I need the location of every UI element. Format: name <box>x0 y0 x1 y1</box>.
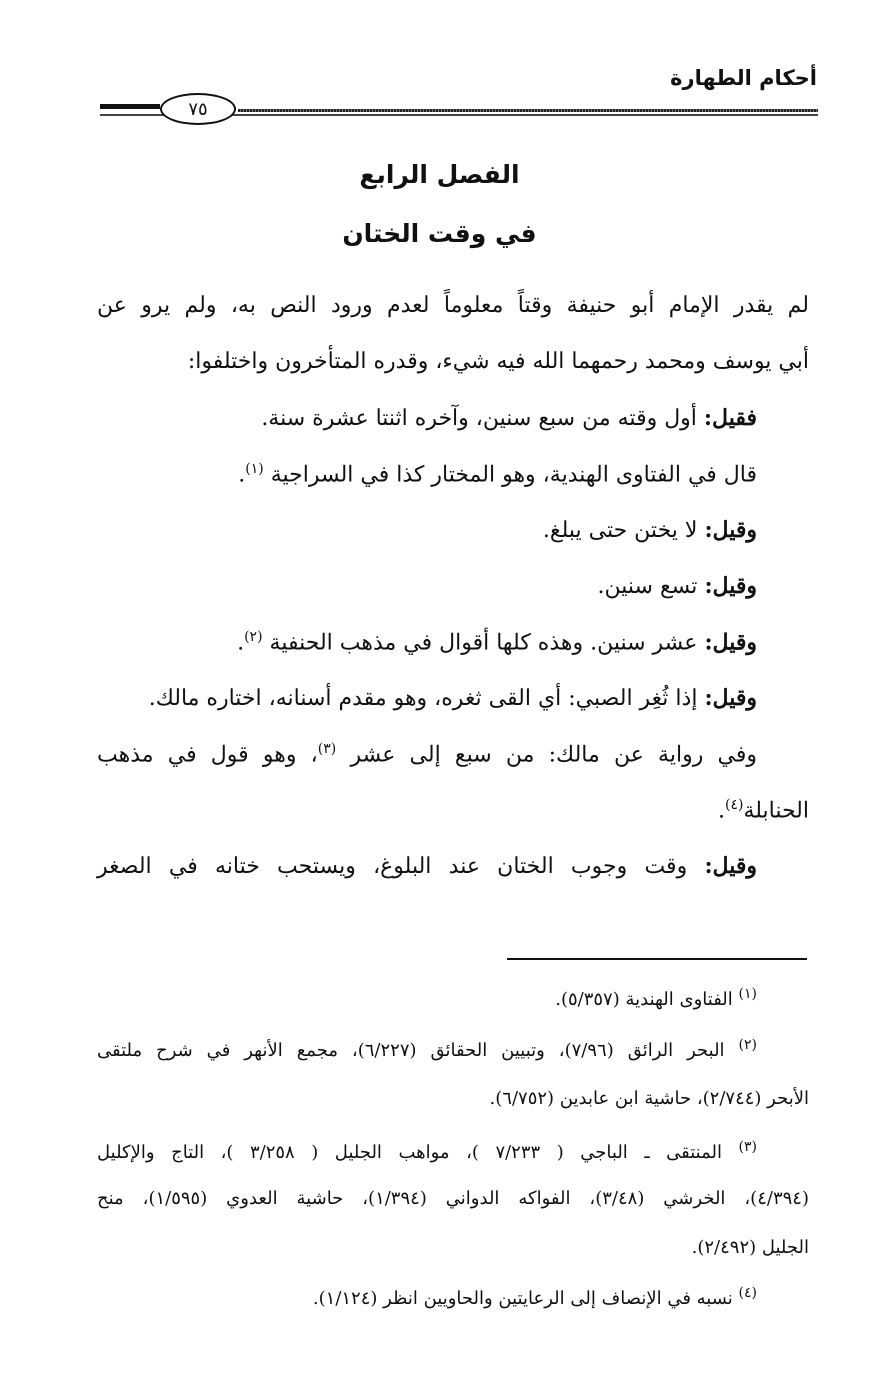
footnote-separator <box>507 958 807 960</box>
opinion-lead: فقيل: <box>703 405 757 431</box>
paragraph-line: أبي يوسف ومحمد رحمهما الله فيه شيء، وقدره المتأخرون واختلفوا: <box>187 349 809 374</box>
opinion-text: تسع سنين. <box>597 574 705 599</box>
chapter-title: الفصل الرابع <box>359 160 520 189</box>
opinion-lead: وقيل: <box>704 853 757 879</box>
footnote-number: (٣) <box>738 1139 757 1155</box>
opinion-line <box>718 797 809 825</box>
opinion-line <box>97 741 757 769</box>
footnote-4 <box>313 1285 757 1310</box>
header-rule-thin <box>238 109 818 112</box>
opinion-text: لا يختن حتى يبلغ. <box>542 518 705 543</box>
opinion-text: ، وهو قول في مذهب <box>97 742 318 768</box>
opinion-lead: وقيل: <box>704 573 757 599</box>
header-rule-thick <box>100 104 160 109</box>
footnote-ref: (٣) <box>317 741 337 757</box>
opinion-lead: وقيل: <box>704 517 757 543</box>
footnote-2 <box>97 1037 757 1062</box>
footnote-3 <box>97 1139 757 1164</box>
chapter-subtitle: في وقت الختان <box>342 219 537 248</box>
punctuation: . <box>717 798 725 824</box>
footnote-3-cont: (٤/٣٩٤)، الخرشي (٣/٤٨)، الفواكه الدواني (١/٣٩٤)، حاشية العدوي (١/٥٩٥)، منح <box>97 1188 809 1209</box>
opinion-text: الحنابلة <box>743 798 809 824</box>
footnote-text: نسبه في الإنصاف إلى الرعايتين والحاويين انظر (١/١٢٤). <box>312 1288 739 1309</box>
quote-line <box>238 461 757 489</box>
quote-text: قال في الفتاوى الهندية، وهو المختار كذا في السراجية <box>263 462 757 488</box>
running-title: أحكام الطهارة <box>670 66 817 90</box>
opinion-text: إذا ثُغِر الصبي: أي القى ثغره، وهو مقدم أسنانه، اختاره مالك. <box>148 686 705 711</box>
opinion-line <box>598 573 757 600</box>
opinion-line <box>97 853 757 880</box>
opinion-line <box>543 517 757 544</box>
footnote-number: (٢) <box>738 1037 757 1053</box>
footnote-text: المنتقى ـ الباجي ( ٧/٢٣٣ )، مواهب الجليل ( ٣/٢٥٨ )، التاج والإكليل <box>97 1142 739 1163</box>
opinion-line <box>149 685 757 712</box>
footnote-ref: (١) <box>245 461 264 477</box>
punctuation: . <box>238 462 246 488</box>
footnote-text: الفتاوى الهندية (٥/٣٥٧). <box>555 989 739 1010</box>
page-number: ٧٥ <box>160 93 236 125</box>
opinion-text: أول وقته من سبع سنين، وآخره اثنتا عشرة سنة. <box>261 406 704 431</box>
footnote-number: (١) <box>738 986 757 1002</box>
opinion-line <box>261 405 757 432</box>
footnote-1 <box>555 986 757 1011</box>
paragraph-line: لم يقدر الإمام أبو حنيفة وقتاً معلوماً لعدم ورود النص به، ولم يرو عن <box>97 293 810 318</box>
opinion-lead: وقيل: <box>704 685 757 711</box>
footnote-number: (٤) <box>738 1285 757 1301</box>
footnote-text: البحر الرائق (٧/٩٦)، وتبيين الحقائق (٦/٢٢٧)، مجمع الأنهر في شرح ملتقى <box>97 1040 739 1061</box>
opinion-lead: وقيل: <box>704 629 757 656</box>
footnote-3-cont: الجليل (٢/٤٩٢). <box>691 1237 809 1258</box>
opinion-line <box>237 629 757 657</box>
opinion-text: عشر سنين. وهذه كلها أقوال في مذهب الحنفية <box>262 630 705 656</box>
footnote-ref: (٤) <box>724 797 744 813</box>
opinion-text: وفي رواية عن مالك: من سبع إلى عشر <box>336 742 757 768</box>
opinion-text: وقت وجوب الختان عند البلوغ، ويستحب ختانه في الصغر <box>97 854 705 879</box>
punctuation: . <box>237 630 245 656</box>
footnote-2-cont: الأبحر (٢/٧٤٤)، حاشية ابن عابدين (٦/٧٥٢). <box>489 1088 809 1109</box>
footnote-ref: (٢) <box>244 629 263 645</box>
